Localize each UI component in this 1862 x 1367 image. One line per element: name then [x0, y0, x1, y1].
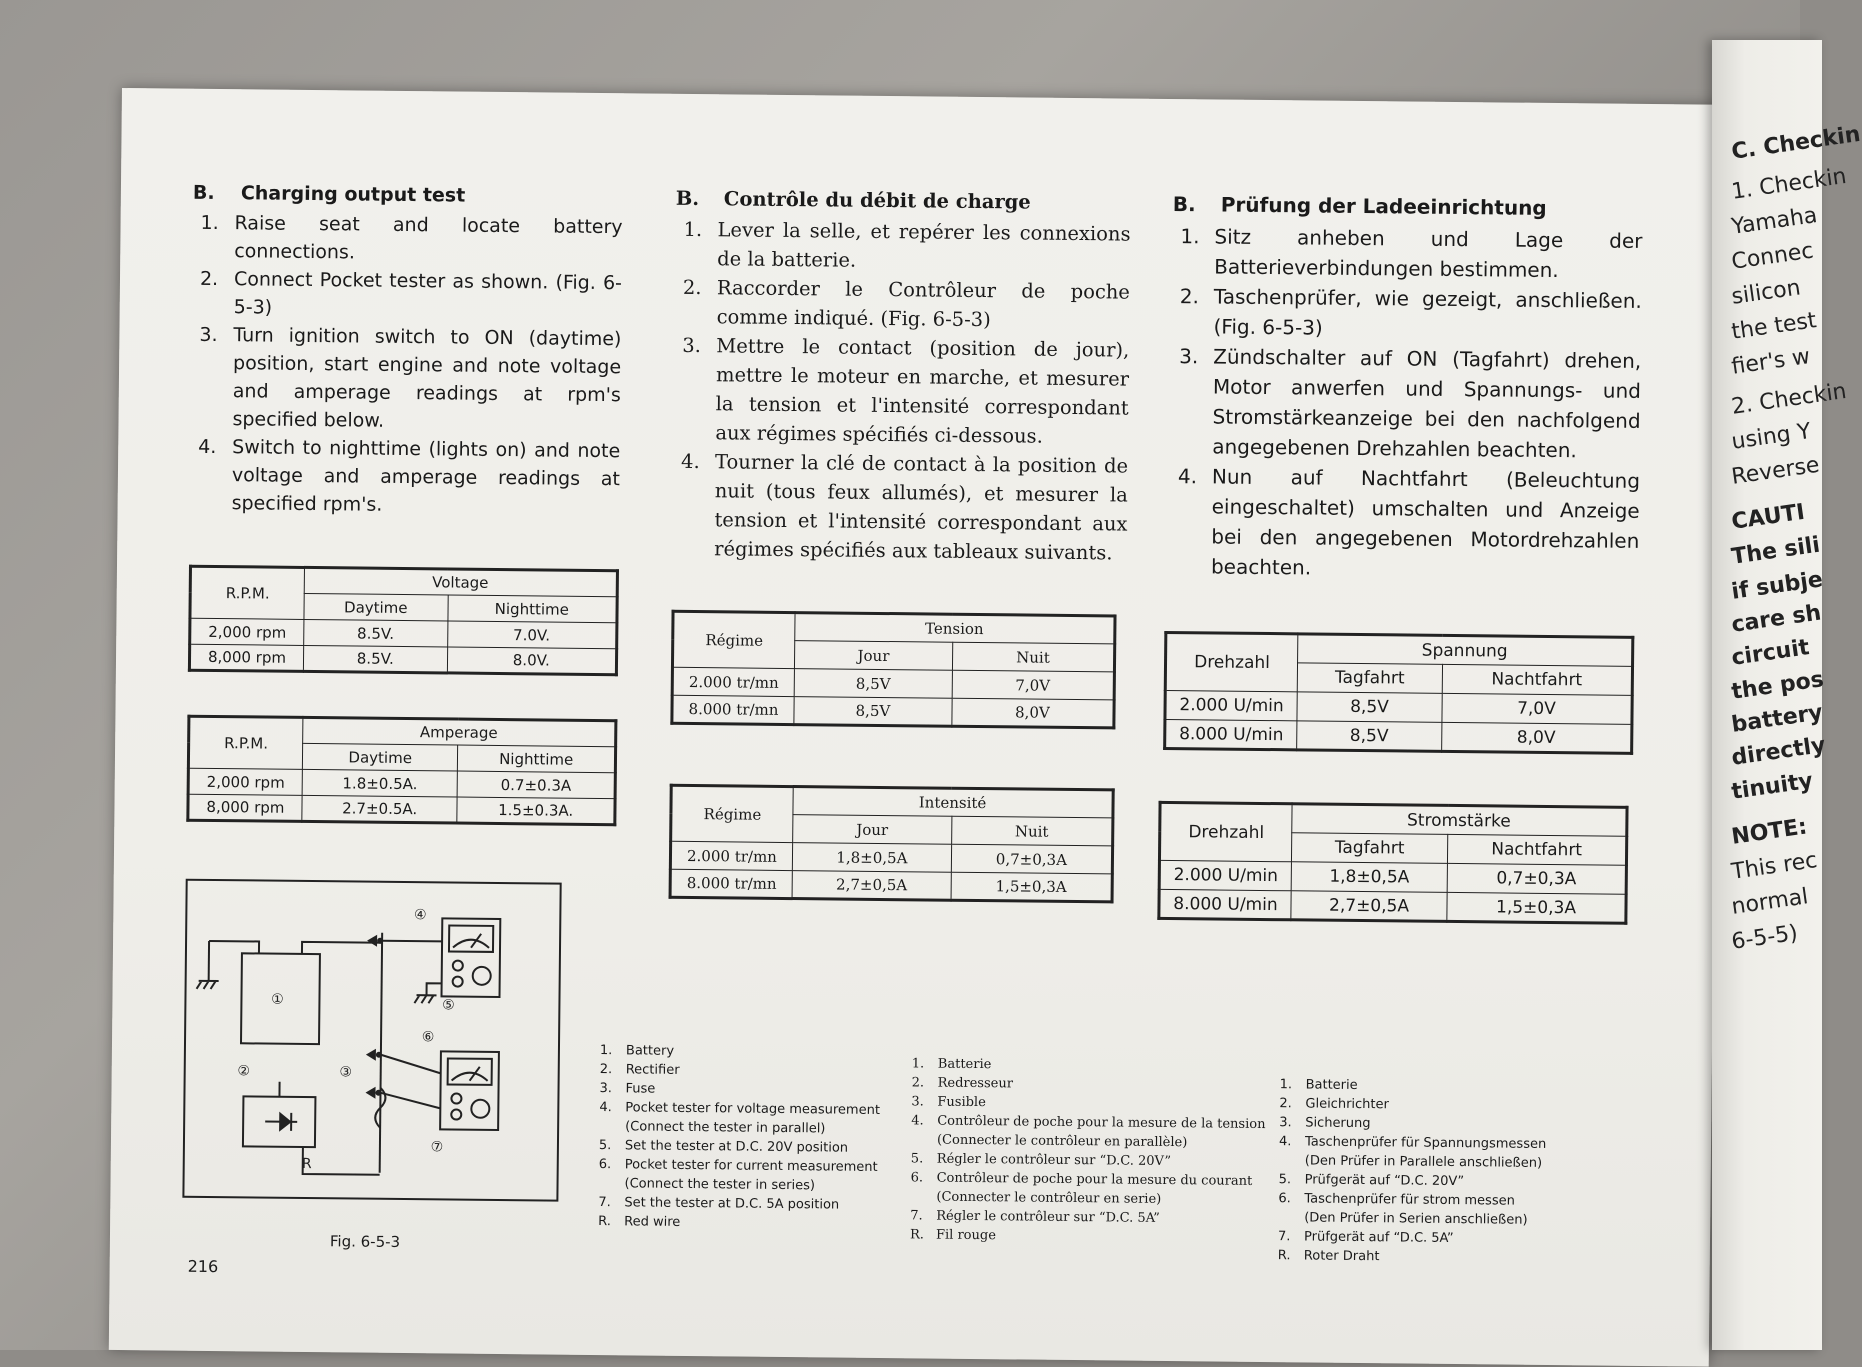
step-text: Nun auf Nachtfahrt (Beleuchtung eingeschaltet) umschalten und Anzeige bei den angegebenen Motordrehzahlen beachten. — [1210, 464, 1641, 580]
legend-number: 4. — [911, 1113, 924, 1129]
table-header-group: Amperage — [303, 717, 616, 746]
next-page-fragment: 2. Checkin — [1730, 378, 1849, 420]
table-cell-value: 8,5V — [1297, 721, 1442, 752]
table-header-group: Tension — [795, 613, 1115, 644]
step-item — [192, 209, 623, 269]
table-header-col2: Nuit — [952, 642, 1115, 672]
legend-number: 6. — [1278, 1191, 1291, 1207]
next-page-fragment: This rec — [1730, 848, 1819, 885]
legend-text: Sicherung — [1305, 1115, 1371, 1132]
step-number: 2. — [682, 275, 702, 300]
next-page-fragment: Yamaha — [1730, 202, 1819, 240]
table-cell-rpm: 2.000 tr/mn — [672, 667, 794, 696]
french-voltage-table — [670, 610, 1116, 730]
legend-text: Pocket tester for current measurement — [624, 1157, 878, 1175]
next-page-fragment: directly — [1730, 732, 1828, 771]
table-cell-value: 8,5V — [794, 669, 952, 699]
legend-number: 6. — [598, 1157, 612, 1173]
step-number: 3. — [199, 323, 218, 347]
figure-label-2: ② — [237, 1063, 251, 1080]
legend-text: Régler le contrôleur sur “D.C. 5A” — [936, 1208, 1160, 1226]
step-number: 3. — [682, 333, 702, 358]
step-item — [1169, 461, 1640, 586]
table-cell-value: 1,5±0,3A — [1447, 892, 1626, 923]
current-tester-symbol — [440, 1051, 499, 1130]
english-voltage-table — [188, 565, 619, 676]
legend-text: Pocket tester for voltage measurement — [625, 1100, 881, 1118]
legend-number: 3. — [911, 1094, 924, 1110]
step-number: 4. — [681, 449, 700, 474]
table-cell-value: 8.5V. — [304, 619, 448, 647]
legend-number: 3. — [1279, 1115, 1292, 1131]
next-page-edge — [1712, 40, 1862, 1350]
table-cell-value: 1,8±0,5A — [792, 843, 951, 873]
legend-number: 6. — [910, 1170, 924, 1186]
figure-label-r: R — [301, 1155, 312, 1173]
german-heading-text: Prüfung der Ladeeinrichtung — [1220, 192, 1547, 220]
table-cell-value: 2,7±0,5A — [1291, 891, 1447, 922]
table-header-col2: Nighttime — [447, 595, 617, 623]
step-item — [190, 321, 621, 437]
table-cell-value: 0,7±0,3A — [1447, 863, 1626, 894]
voltage-tester-symbol — [442, 918, 501, 997]
table-header-rpm: Régime — [671, 785, 794, 842]
table-cell-rpm: 8.000 U/min — [1165, 719, 1297, 749]
wiring-diagram — [182, 879, 561, 1202]
german-voltage-table — [1163, 631, 1634, 755]
table-header-group: Spannung — [1298, 634, 1633, 667]
table-header-col2: Nuit — [952, 816, 1113, 846]
step-number: 1. — [1180, 224, 1200, 249]
table-header-rpm: Drehzahl — [1159, 802, 1292, 861]
table-header-col1: Tagfahrt — [1297, 663, 1442, 694]
table-header-col2: Nachtfahrt — [1442, 664, 1632, 695]
table-header-col1: Jour — [794, 641, 952, 671]
step-text: Raccorder le Contrôleur de poche comme indiqué. (Fig. 6-5-3) — [716, 276, 1131, 332]
table-cell-rpm: 2.000 U/min — [1165, 690, 1297, 720]
table-cell-value: 7.0V. — [447, 621, 617, 649]
figure-label-1: ① — [271, 991, 284, 1008]
step-item — [1172, 221, 1643, 286]
table-header-col1: Daytime — [304, 593, 448, 621]
french-amperage-table — [669, 784, 1115, 904]
step-text: Switch to nighttime (lights on) and note voltage and amperage readings at specified rpm's. — [231, 436, 621, 516]
legend-text: Contrôleur de poche pour la mesure du courant — [936, 1170, 1253, 1189]
table-cell-rpm: 8.000 tr/mn — [672, 695, 794, 724]
figure-label-3: ③ — [339, 1064, 353, 1081]
table-header-group: Voltage — [304, 567, 617, 596]
legend-text: Gleichrichter — [1305, 1096, 1389, 1113]
german-amperage-table — [1157, 801, 1628, 925]
french-heading-text: Contrôle du débit de charge — [723, 187, 1031, 214]
english-legend — [598, 1041, 900, 1234]
table-cell-rpm: 8.000 U/min — [1159, 889, 1291, 919]
table-cell-value: 1.5±0.3A. — [457, 797, 615, 825]
legend-text: Batterie — [937, 1056, 992, 1073]
table-header-col2: Nighttime — [458, 745, 616, 773]
table-cell-value: 8.0V. — [447, 647, 617, 675]
legend-number: R. — [909, 1227, 925, 1243]
step-number: 1. — [200, 211, 219, 235]
legend-subtext: (Connect the tester in series) — [624, 1176, 816, 1194]
table-cell-value: 7,0V — [952, 670, 1115, 700]
step-number: 2. — [199, 267, 219, 291]
step-item — [1171, 281, 1642, 346]
table-cell-rpm: 2.000 tr/mn — [670, 841, 792, 870]
english-column — [190, 179, 624, 521]
table-cell-value: 8.5V. — [303, 645, 447, 673]
figure-label-4: ④ — [413, 907, 427, 924]
legend-text: Red wire — [624, 1214, 681, 1230]
legend-item — [1278, 1246, 1578, 1268]
legend-text: Fusible — [937, 1094, 986, 1111]
table-header-rpm: Régime — [672, 611, 795, 668]
step-number: 1. — [683, 217, 703, 242]
legend-number: 4. — [1278, 1134, 1292, 1150]
legend-subtext: (Connecter le contrôleur en parallèle) — [936, 1132, 1188, 1151]
table-header-group: Stromstärke — [1292, 804, 1627, 837]
step-text: Turn ignition switch to ON (daytime) position, start engine and note voltage and amperage readings at rpm's specified below. — [232, 324, 622, 432]
legend-text: Roter Draht — [1303, 1248, 1380, 1265]
legend-number: 5. — [1278, 1172, 1292, 1188]
legend-text: Rectifier — [625, 1062, 680, 1078]
legend-number: 1. — [911, 1056, 925, 1072]
next-page-fragment: silicon — [1730, 275, 1803, 310]
next-page-fragment: care sh — [1730, 600, 1823, 638]
step-number: 4. — [198, 435, 217, 459]
legend-number: 7. — [1277, 1229, 1291, 1245]
german-column — [1169, 189, 1643, 586]
legend-text: Battery — [625, 1043, 675, 1059]
step-item — [675, 215, 1131, 278]
legend-number: 1. — [599, 1043, 613, 1059]
table-header-rpm: R.P.M. — [190, 566, 305, 619]
table-cell-value: 1,5±0,3A — [951, 872, 1112, 902]
wiring-diagram-drawing — [184, 881, 559, 1200]
legend-text: Taschenprüfer für Spannungsmessen — [1304, 1134, 1547, 1152]
legend-text: Régler le contrôleur sur “D.C. 20V” — [936, 1151, 1172, 1170]
next-page-fragment: CAUTI — [1730, 499, 1807, 535]
figure-label-6: ⑥ — [421, 1029, 435, 1046]
table-header-col1: Tagfahrt — [1291, 833, 1447, 864]
step-item — [190, 433, 621, 521]
legend-subtext: (Connecter le contrôleur en serie) — [936, 1189, 1162, 1207]
table-cell-value: 8,5V — [794, 697, 952, 727]
page-number: 216 — [187, 1256, 219, 1277]
legend-text: Fuse — [625, 1081, 656, 1097]
german-heading-letter: B. — [1172, 192, 1196, 217]
table-cell-value: 2,7±0,5A — [792, 871, 951, 901]
legend-number: 2. — [911, 1075, 925, 1091]
figure-caption: Fig. 6-5-3 — [329, 1232, 401, 1251]
legend-number: 2. — [1279, 1096, 1292, 1112]
table-cell-rpm: 2,000 rpm — [190, 618, 304, 645]
table-cell-rpm: 8,000 rpm — [189, 644, 303, 671]
english-amperage-table — [186, 715, 617, 826]
legend-text: Set the tester at D.C. 5A position — [624, 1195, 840, 1213]
legend-text: Prüfgerät auf “D.C. 5A” — [1303, 1229, 1454, 1247]
table-cell-rpm: 8,000 rpm — [188, 794, 302, 821]
legend-number: 4. — [599, 1100, 612, 1116]
table-header-rpm: Drehzahl — [1165, 632, 1298, 691]
table-cell-value: 2.7±0.5A. — [302, 795, 458, 823]
step-item — [674, 273, 1130, 336]
german-legend — [1278, 1075, 1580, 1268]
table-cell-value: 1,8±0,5A — [1291, 862, 1447, 893]
table-cell-value: 1.8±0.5A. — [302, 769, 458, 797]
table-header-col2: Nachtfahrt — [1448, 834, 1627, 865]
legend-item — [598, 1212, 898, 1234]
french-column — [672, 184, 1131, 568]
next-page-fragment: the test — [1730, 308, 1819, 345]
legend-text: Fil rouge — [935, 1227, 997, 1244]
next-page-fragment: NOTE: — [1730, 814, 1809, 850]
next-page-fragment: C. Checkin — [1730, 121, 1862, 165]
next-page-fragment: circuit — [1730, 635, 1811, 671]
step-number: 2. — [1179, 284, 1200, 309]
figure-label-5: ⑤ — [442, 997, 455, 1014]
table-cell-value: 0,7±0,3A — [951, 844, 1112, 874]
next-page-fragment: tinuity — [1730, 768, 1815, 805]
step-item — [1170, 341, 1641, 466]
next-page-fragment: if subje — [1730, 567, 1825, 605]
step-text: Connect Pocket tester as shown. (Fig. 6-5-3) — [233, 268, 623, 319]
legend-text: Taschenprüfer für strom messen — [1304, 1191, 1515, 1209]
next-page-fragment: 1. Checkin — [1730, 163, 1849, 205]
step-item — [192, 265, 623, 325]
next-page-fragment: Reverse — [1730, 452, 1822, 490]
legend-text: Contrôleur de poche pour la mesure de la tension — [937, 1113, 1266, 1133]
legend-number: 7. — [910, 1208, 923, 1224]
legend-number: 7. — [598, 1195, 611, 1211]
table-header-col1: Jour — [793, 815, 952, 845]
next-page-fragment: the pos — [1730, 667, 1826, 705]
legend-text: Set the tester at D.C. 20V position — [624, 1138, 849, 1156]
table-header-group: Intensité — [793, 787, 1113, 818]
legend-number: R. — [1277, 1248, 1291, 1264]
step-number: 4. — [1177, 464, 1198, 489]
next-page-fragment: Connec — [1730, 238, 1816, 275]
next-page-fragment: using Y — [1730, 418, 1813, 455]
english-heading-letter: B. — [192, 181, 215, 204]
english-heading-text: Charging output test — [240, 182, 466, 207]
next-page-fragment: battery — [1730, 700, 1825, 738]
table-cell-value: 8,0V — [1441, 722, 1631, 753]
german-heading — [1173, 189, 1643, 224]
legend-number: 5. — [598, 1138, 612, 1154]
table-cell-value: 8,5V — [1297, 692, 1442, 723]
step-item — [672, 447, 1128, 568]
table-header-rpm: R.P.M. — [188, 716, 303, 769]
step-text: Taschenprüfer, wie gezeigt, anschließen. (Fig. 6-5-3) — [1213, 284, 1642, 340]
french-legend — [910, 1054, 1272, 1248]
legend-text: Batterie — [1305, 1077, 1358, 1093]
legend-number: R. — [598, 1214, 611, 1230]
legend-subtext: (Den Prüfer in Parallele anschließen) — [1304, 1153, 1543, 1171]
legend-number: 1. — [1279, 1077, 1293, 1093]
manual-page — [109, 88, 1722, 1367]
table-cell-rpm: 2,000 rpm — [188, 768, 302, 795]
step-number: 3. — [1179, 344, 1199, 369]
table-cell-value: 8,0V — [952, 698, 1115, 728]
german-steps — [1169, 221, 1643, 586]
figure-label-7: ⑦ — [430, 1139, 444, 1156]
table-header-col1: Daytime — [302, 743, 458, 771]
next-page-fragment: 6-5-5) — [1730, 920, 1800, 955]
french-steps — [672, 215, 1131, 568]
step-item — [673, 331, 1129, 452]
table-cell-value: 0.7±0.3A — [458, 771, 616, 799]
table-cell-rpm: 8.000 tr/mn — [670, 869, 792, 898]
next-page-fragment: The sili — [1730, 532, 1822, 570]
table-cell-rpm: 2.000 U/min — [1159, 860, 1291, 890]
legend-subtext: (Connect the tester in parallel) — [625, 1119, 826, 1137]
step-text: Raise seat and locate battery connections. — [234, 212, 623, 264]
french-heading-letter: B. — [675, 186, 700, 211]
legend-number: 2. — [599, 1062, 613, 1078]
step-text: Tourner la clé de contact à la position de nuit (tous feux allumés), et mesurer la tension et l'intensité correspondant aux régimes spécifiés aux tableaux suivants. — [714, 450, 1129, 565]
step-text: Mettre le contact (position de jour), mettre le moteur en marche, et mesurer la tension et l'intensité correspondant aux régimes spécifiés ci-dessous. — [715, 334, 1130, 448]
french-heading — [676, 184, 1131, 218]
legend-number: 3. — [599, 1081, 613, 1097]
step-text: Zündschalter auf ON (Tagfahrt) drehen, Motor anwerfen und Spannungs- und Stromstärkeanzeige bei den nachfolgend angegebenen Drehzahlen beachten. — [1212, 344, 1642, 463]
next-page-fragment: fier's w — [1730, 344, 1812, 380]
step-text: Sitz anheben und Lage der Batterieverbindungen bestimmen. — [1214, 224, 1643, 283]
legend-text: Prüfgerät auf “D.C. 20V” — [1304, 1172, 1465, 1190]
english-heading — [193, 179, 623, 212]
legend-number: 5. — [910, 1151, 924, 1167]
next-page-fragment: normal — [1730, 884, 1810, 920]
legend-subtext: (Den Prüfer in Serien anschließen) — [1304, 1210, 1528, 1228]
english-steps — [190, 209, 623, 521]
legend-item — [910, 1225, 1270, 1248]
legend-text: Redresseur — [937, 1075, 1014, 1092]
step-text: Lever la selle, et repérer les connexions de la batterie. — [717, 218, 1131, 272]
table-cell-value: 7,0V — [1442, 693, 1632, 724]
